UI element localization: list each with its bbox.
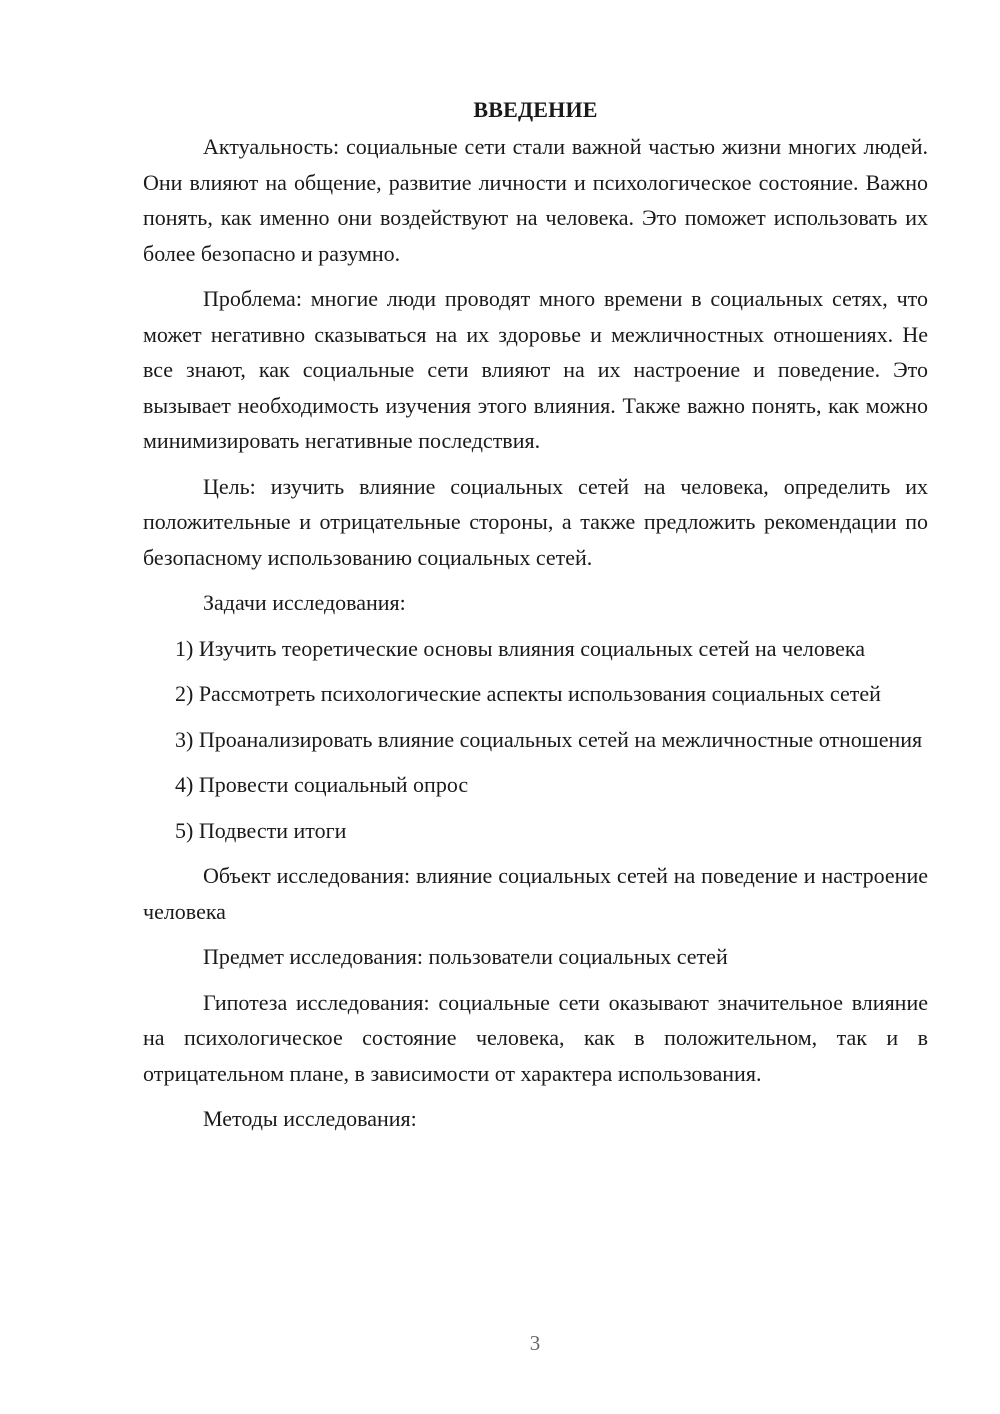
paragraph-tasks-heading: Задачи исследования:	[203, 590, 406, 615]
paragraph-goal: Цель: изучить влияние социальных сетей на человека, определить их положительные и отрицательные стороны, а также предложить рекомендации по безопасному использованию социальных сетей.	[143, 473, 928, 570]
task-item-4: 4) Провести социальный опрос	[175, 772, 469, 797]
task-item-2: 2) Рассмотреть психологические аспекты использования социальных сетей	[175, 681, 881, 706]
task-item-1: 1) Изучить теоретические основы влияния социальных сетей на человека	[175, 635, 865, 661]
section-title: ВВЕДЕНИЕ	[473, 97, 598, 122]
paragraph-object: Объект исследования: влияние социальных сетей на поведение и настроение человека	[143, 863, 928, 924]
page-number: 3	[529, 1331, 541, 1355]
paragraph-hypothesis: Гипотеза исследования: социальные сети оказывают значительное влияние на психологическое состояние человека, как в положительном, так и в отрицательном плане, в зависимости от характера использования.	[143, 989, 928, 1086]
paragraph-relevance: Актуальность: социальные сети стали важной частью жизни многих людей. Они влияют на общение, развитие личности и психологическое состояние. Важно понять, как именно они воздействуют на человека. Это поможет использовать их более безопасно и разумно.	[143, 134, 928, 266]
task-item-3: 3) Проанализировать влияние социальных сетей на межличностные отношения	[175, 726, 923, 752]
task-item-5: 5) Подвести итоги	[175, 817, 347, 843]
paragraph-subject: Предмет исследования: пользователи социальных сетей	[203, 944, 728, 969]
document-page	[143, 92, 928, 1147]
paragraph-methods: Методы исследования:	[203, 1106, 417, 1131]
paragraph-problem: Проблема: многие люди проводят много времени в социальных сетях, что может негативно сказываться на их здоровье и межличностных отношениях. Не все знают, как социальные сети влияют на их настроение и поведение. Это вызывает необходимость изучения этого влияния. Также важно понять, как можно минимизировать негативные последствия.	[143, 286, 928, 453]
